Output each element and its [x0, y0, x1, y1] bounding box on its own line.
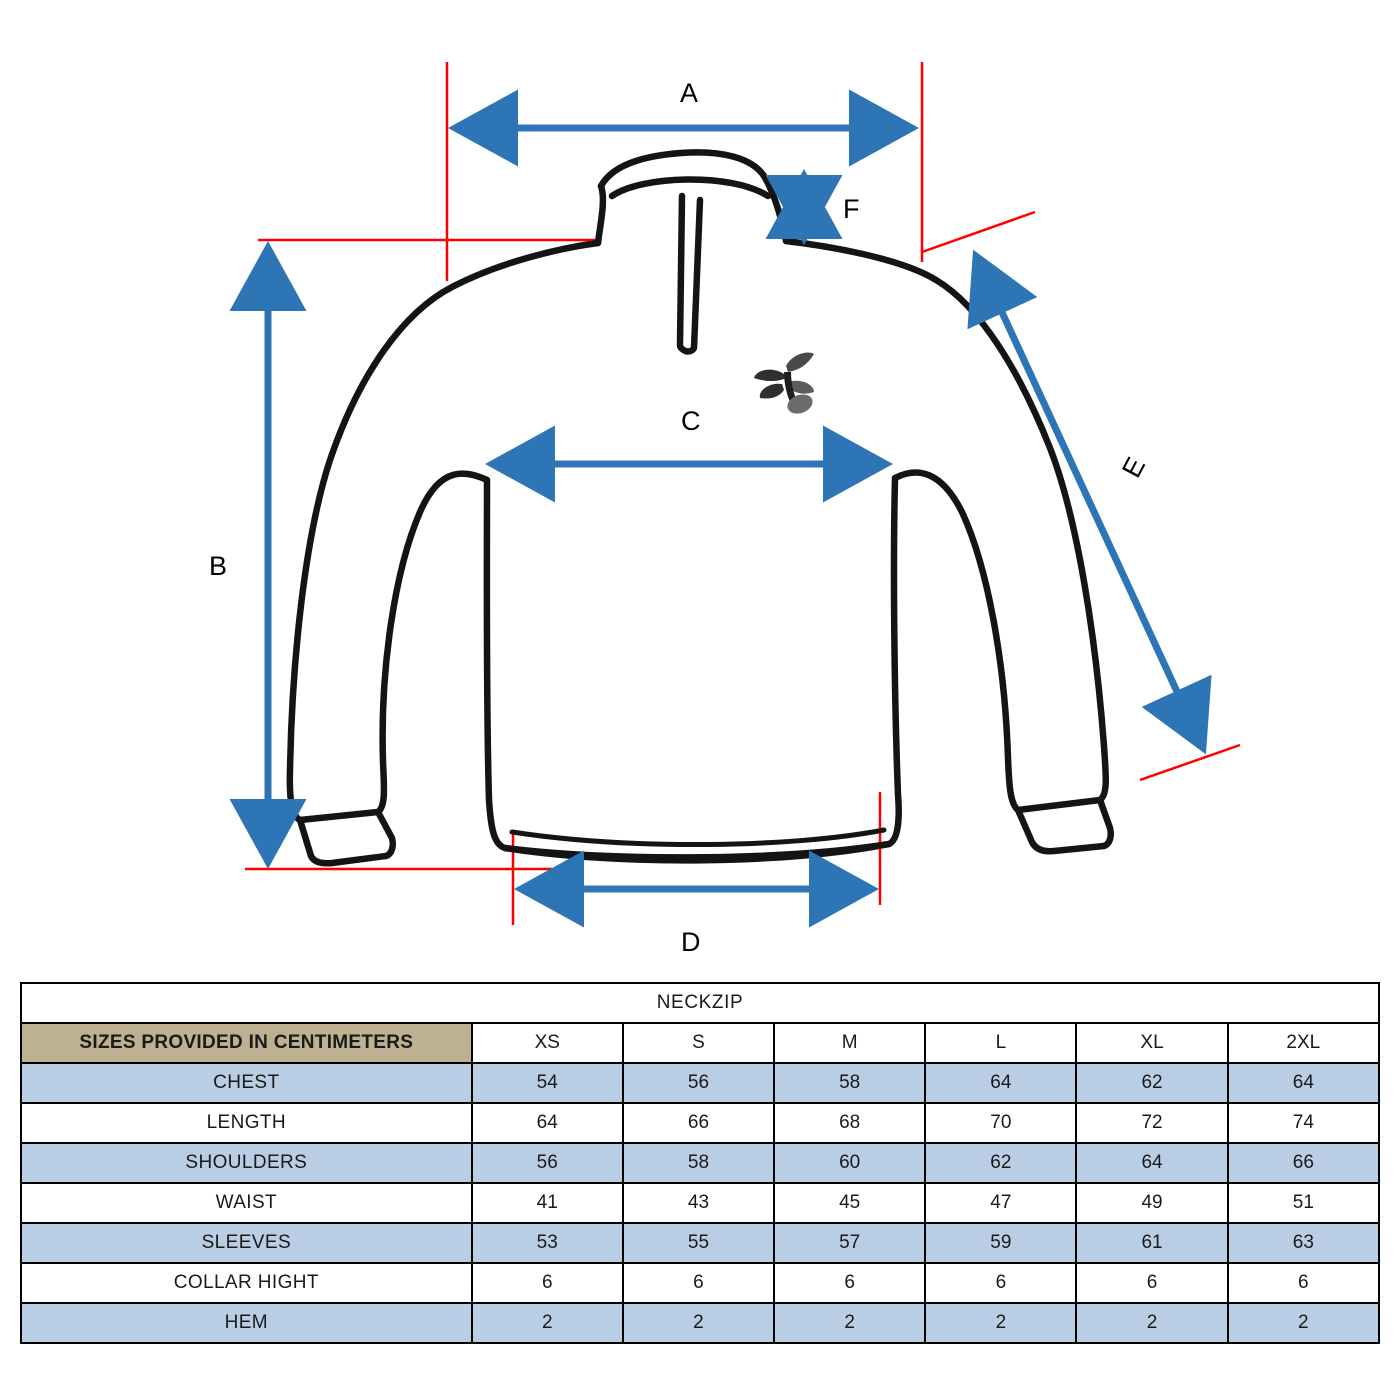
- cell-sleeves-2xl: 63: [1228, 1223, 1379, 1263]
- cell-shoulders-l: 62: [925, 1143, 1076, 1183]
- cell-collar-xl: 6: [1076, 1263, 1227, 1303]
- cell-waist-s: 43: [623, 1183, 774, 1223]
- cell-hem-xl: 2: [1076, 1303, 1227, 1343]
- table-row: [21, 1063, 1379, 1103]
- size-header-xl: XL: [1076, 1023, 1227, 1063]
- size-header-l: L: [925, 1023, 1076, 1063]
- cell-collar-xs: 6: [472, 1263, 623, 1303]
- cell-sleeves-s: 55: [623, 1223, 774, 1263]
- size-header-2xl: 2XL: [1228, 1023, 1379, 1063]
- table-row: [21, 1263, 1379, 1303]
- cell-chest-s: 56: [623, 1063, 774, 1103]
- table-row: [21, 1303, 1379, 1343]
- table-row: [21, 1183, 1379, 1223]
- cell-chest-l: 64: [925, 1063, 1076, 1103]
- row-label-collar-hight: COLLAR HIGHT: [21, 1263, 472, 1303]
- table-row: [21, 1143, 1379, 1183]
- sizes-unit-header: SIZES PROVIDED IN CENTIMETERS: [21, 1023, 472, 1063]
- row-label-sleeves: SLEEVES: [21, 1223, 472, 1263]
- size-table: [20, 982, 1380, 1344]
- guide-lines: [245, 62, 1240, 925]
- measure-arrows: [268, 128, 1203, 889]
- garment-outline: [290, 152, 1111, 863]
- cell-chest-xs: 54: [472, 1063, 623, 1103]
- dimension-label-e: E: [1116, 452, 1152, 483]
- cell-length-xl: 72: [1076, 1103, 1227, 1143]
- dimension-label-a: C: [681, 406, 701, 436]
- cell-collar-s: 6: [623, 1263, 774, 1303]
- cell-length-m: 68: [774, 1103, 925, 1143]
- cell-waist-l: 47: [925, 1183, 1076, 1223]
- row-label-chest: CHEST: [21, 1063, 472, 1103]
- cell-waist-2xl: 51: [1228, 1183, 1379, 1223]
- dimension-label-b: B: [209, 551, 228, 581]
- cell-chest-xl: 62: [1076, 1063, 1227, 1103]
- table-row: [21, 1223, 1379, 1263]
- cell-hem-xs: 2: [472, 1303, 623, 1343]
- cell-sleeves-m: 57: [774, 1223, 925, 1263]
- cell-chest-m: 58: [774, 1063, 925, 1103]
- cell-waist-xl: 49: [1076, 1183, 1227, 1223]
- cell-waist-m: 45: [774, 1183, 925, 1223]
- size-table-container: [20, 982, 1380, 1344]
- size-header-s: S: [623, 1023, 774, 1063]
- row-label-hem: HEM: [21, 1303, 472, 1343]
- table-row: [21, 1103, 1379, 1143]
- cell-length-l: 70: [925, 1103, 1076, 1143]
- size-header-xs: XS: [472, 1023, 623, 1063]
- row-label-waist: WAIST: [21, 1183, 472, 1223]
- cell-sleeves-xl: 61: [1076, 1223, 1227, 1263]
- cell-chest-2xl: 64: [1228, 1063, 1379, 1103]
- table-title-row: [21, 983, 1379, 1023]
- cell-hem-l: 2: [925, 1303, 1076, 1343]
- dimension-label-d: D: [681, 927, 701, 957]
- row-label-length: LENGTH: [21, 1103, 472, 1143]
- cell-hem-s: 2: [623, 1303, 774, 1343]
- cell-sleeves-xs: 53: [472, 1223, 623, 1263]
- cell-shoulders-s: 58: [623, 1143, 774, 1183]
- cell-shoulders-xl: 64: [1076, 1143, 1227, 1183]
- table-header-row: [21, 1023, 1379, 1063]
- cell-length-xs: 64: [472, 1103, 623, 1143]
- brand-logo-icon: [754, 353, 815, 417]
- arrow-e: [976, 256, 1203, 748]
- cell-collar-l: 6: [925, 1263, 1076, 1303]
- size-header-m: M: [774, 1023, 925, 1063]
- cell-waist-xs: 41: [472, 1183, 623, 1223]
- dimension-label-f: F: [843, 194, 860, 224]
- cell-shoulders-xs: 56: [472, 1143, 623, 1183]
- cell-shoulders-2xl: 66: [1228, 1143, 1379, 1183]
- row-label-shoulders: SHOULDERS: [21, 1143, 472, 1183]
- cell-hem-m: 2: [774, 1303, 925, 1343]
- cell-sleeves-l: 59: [925, 1223, 1076, 1263]
- cell-length-s: 66: [623, 1103, 774, 1143]
- cell-length-2xl: 74: [1228, 1103, 1379, 1143]
- cell-shoulders-m: 60: [774, 1143, 925, 1183]
- table-title: NECKZIP: [21, 983, 1379, 1023]
- cell-collar-m: 6: [774, 1263, 925, 1303]
- cell-collar-2xl: 6: [1228, 1263, 1379, 1303]
- cell-hem-2xl: 2: [1228, 1303, 1379, 1343]
- dimension-label-c: A: [680, 78, 699, 108]
